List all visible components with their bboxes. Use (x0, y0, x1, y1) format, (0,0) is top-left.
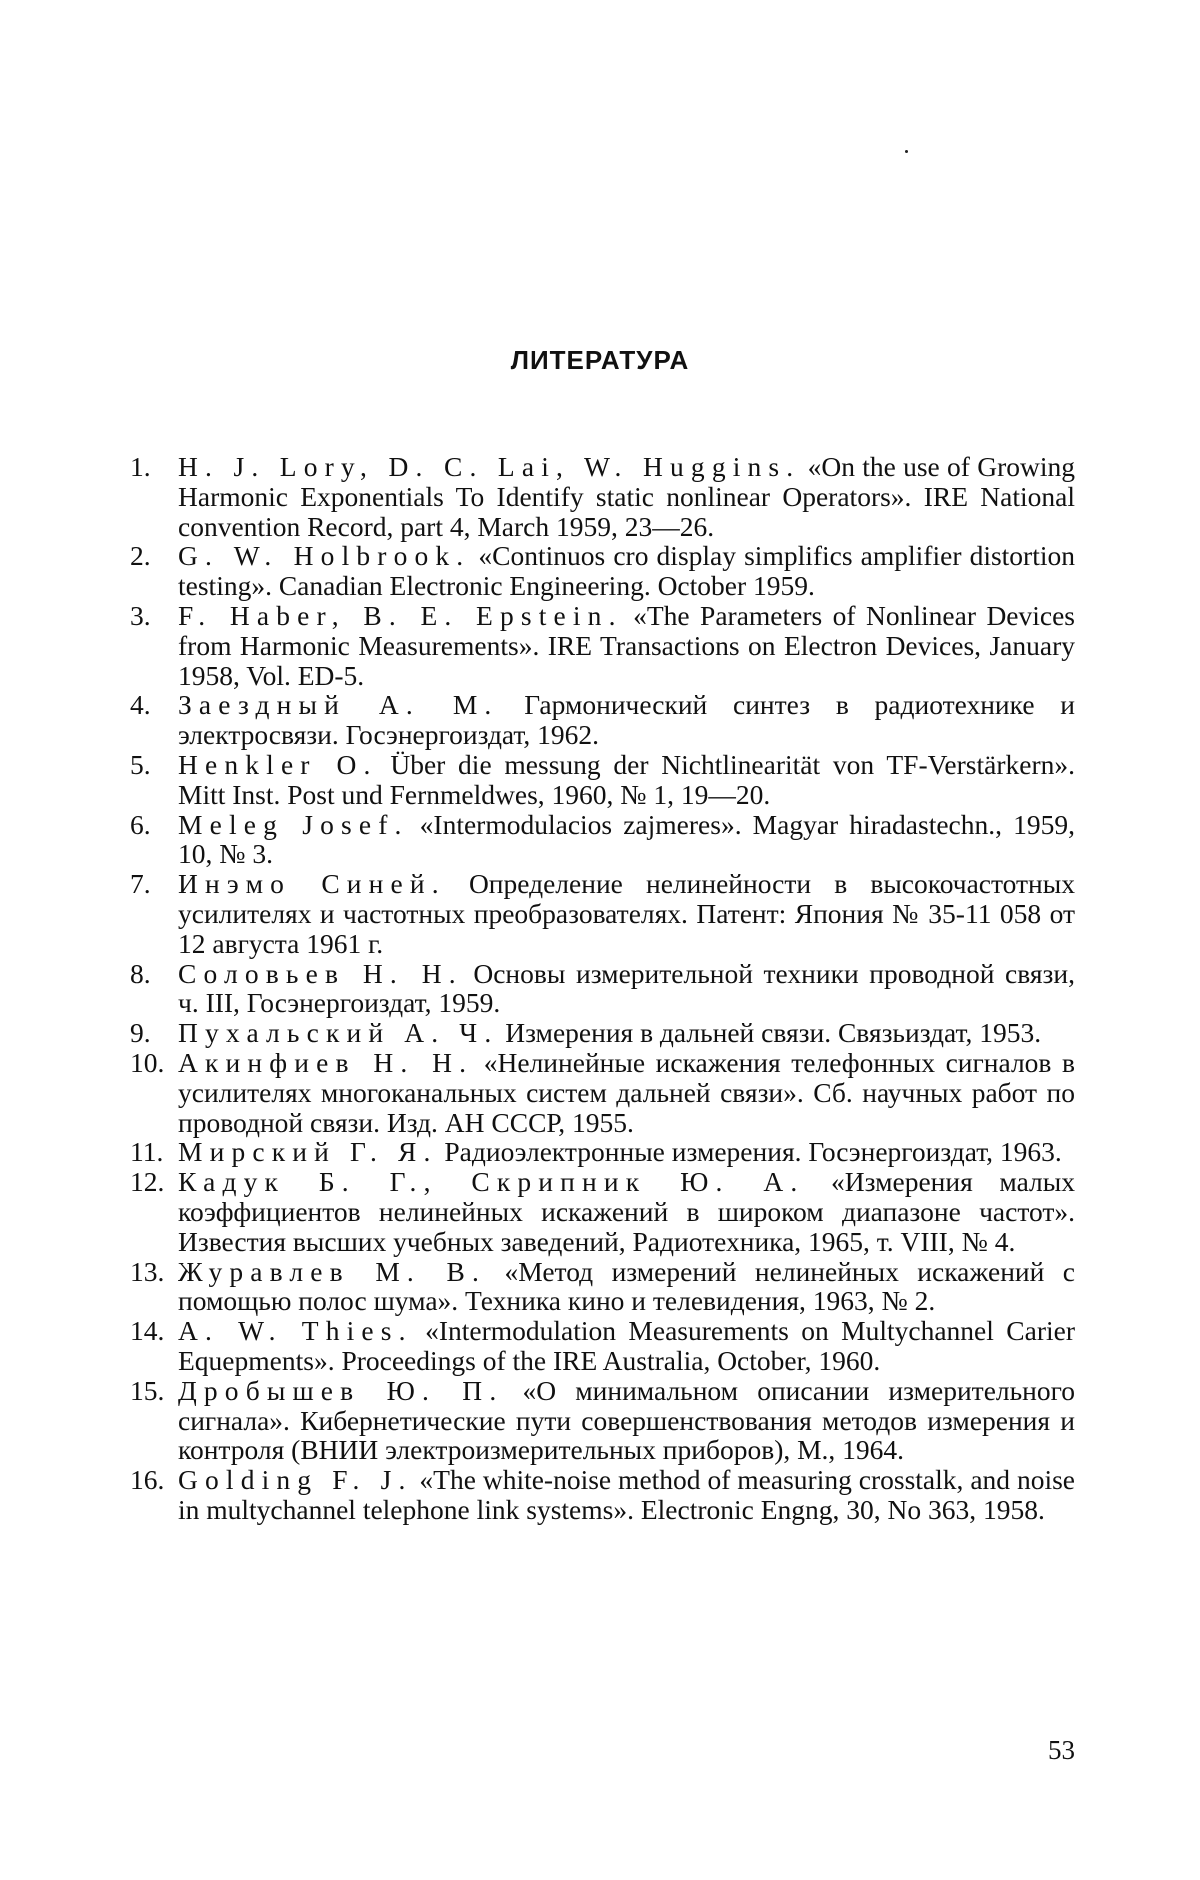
reference-item (130, 601, 1075, 690)
reference-text: Гармонический синтез в радиотехнике и электросвязи. Госэнергоиздат, 1962. (178, 689, 1075, 751)
reference-number: 14. (130, 1315, 165, 1347)
reference-text: «Intermodulation Measurements on Multychannel Carier Equepments». Proceedings of the IRE Australia, October, 1960. (178, 1315, 1075, 1376)
reference-text: «On the use of Growing Harmonic Exponentials To Identify static nonlinear Operators». IRE National convention Record, part 4, March 1959, 23—26. (178, 451, 1075, 542)
reference-authors: Кадук Б. Г., Скрипник Ю. А. (178, 1166, 805, 1198)
reference-text: «Нелинейные искажения телефонных сигналов в усилителях многоканальных систем дальней связи». Сб. научных работ по проводной связи. Изд. АН СССР, 1955. (178, 1046, 1075, 1138)
reference-item (130, 1167, 1075, 1256)
reference-number: 6. (130, 808, 151, 840)
reference-number: 15. (130, 1374, 165, 1406)
reference-list (130, 452, 1075, 1525)
reference-authors: Пухальский А. Ч. (178, 1017, 499, 1049)
reference-item (130, 1465, 1075, 1525)
reference-number: 10. (130, 1046, 165, 1078)
reference-text: «The white-noise method of measuring crosstalk, and noise in multychannel telephone link systems». Electronic Engng, 30, No 363, 1958. (178, 1464, 1075, 1525)
reference-authors: Инэмо Синей. (178, 868, 446, 900)
page-title: ЛИТЕРАТУРА (510, 345, 690, 375)
reference-item (130, 690, 1075, 750)
reference-text: Определение нелинейности в высокочастотных усилителях и частотных преобразователях. Патент: Япония № 35-11 058 от 12 августа 1961 г. (178, 868, 1076, 959)
reference-number: 13. (130, 1255, 165, 1287)
reference-number: 11. (130, 1136, 164, 1168)
reference-authors: Мирский Г. Я. (178, 1136, 438, 1168)
reference-text: Über die messung der Nichtlinearität von TF-Verstärkern». Mitt Inst. Post und Fernmeldwes, 1960, № 1, 19—20. (178, 748, 1075, 810)
reference-number: 8. (130, 957, 151, 989)
reference-number: 5. (130, 748, 151, 780)
reference-text: «Измерения малых коэффициентов нелинейных искажений в широком диапазоне частот». Известия высших учебных заведений, Радиотехника, 1965, т. VIII, № 4. (178, 1166, 1076, 1257)
reference-number: 12. (130, 1166, 165, 1198)
reference-authors: H. J. Lory, D. C. Lai, W. Huggins. (178, 451, 801, 482)
print-speck (905, 150, 908, 153)
reference-number: 3. (130, 599, 151, 631)
reference-text: Измерения в дальней связи. Связьиздат, 1953. (505, 1017, 1042, 1049)
reference-text: Основы измерительной техники проводной связи, ч. III, Госэнергоиздат, 1959. (178, 957, 1075, 1019)
reference-number: 7. (130, 868, 151, 900)
reference-authors: Henkler O. (178, 748, 378, 780)
reference-number: 4. (130, 689, 151, 721)
reference-item (130, 810, 1075, 870)
reference-item (130, 1048, 1075, 1137)
page-number: 53 (1048, 1735, 1075, 1765)
reference-number: 2. (130, 540, 151, 572)
reference-authors: Акинфиев Н. Н. (178, 1046, 474, 1078)
reference-item (130, 452, 1075, 541)
reference-authors: Golding F. J. (178, 1464, 413, 1496)
reference-item (130, 750, 1075, 810)
reference-item (130, 541, 1075, 601)
reference-item (130, 1137, 1075, 1167)
reference-item (130, 1257, 1075, 1317)
reference-item (130, 959, 1075, 1019)
reference-authors: F. Haber, B. E. Epstein. (178, 599, 623, 631)
reference-authors: Соловьев Н. Н. (178, 957, 463, 989)
reference-text: «Метод измерений нелинейных искажений с помощью полос шума». Техника кино и телевидения, 1963, № 2. (178, 1255, 1076, 1317)
reference-authors: A. W. Thies. (178, 1315, 413, 1347)
reference-authors: Заездный А. М. (178, 689, 499, 721)
reference-text: «Continuos cro display simplifics amplifier distortion testing». Canadian Electronic Engineering. October 1959. (178, 540, 1075, 602)
reference-number: 16. (130, 1464, 165, 1496)
reference-number: 9. (130, 1017, 151, 1049)
reference-item (130, 1316, 1075, 1376)
reference-item (130, 869, 1075, 958)
reference-authors: Дробышев Ю. П. (178, 1374, 504, 1406)
reference-number: 1. (130, 451, 151, 482)
reference-item (130, 1376, 1075, 1465)
reference-text: Радиоэлектронные измерения. Госэнергоиздат, 1963. (444, 1136, 1062, 1168)
reference-text: «О минимальном описании измерительного сигнала». Кибернетические пути совершенствования методов измерения и контроля (ВНИИ электроизмерительных приборов), М., 1964. (178, 1374, 1075, 1466)
reference-authors: Журавлев М. В. (178, 1255, 487, 1287)
reference-authors: Meleg Josef. (178, 808, 409, 840)
reference-authors: G. W. Holbrook. (178, 540, 471, 572)
reference-text: «Intermodulacios zajmeres». Magyar hiradastechn., 1959, 10, № 3. (178, 808, 1075, 870)
reference-text: «The Parameters of Nonlinear Devices from Harmonic Measurements». IRE Transactions on Electron Devices, January 1958, Vol. ED-5. (178, 599, 1076, 691)
reference-item (130, 1018, 1075, 1048)
